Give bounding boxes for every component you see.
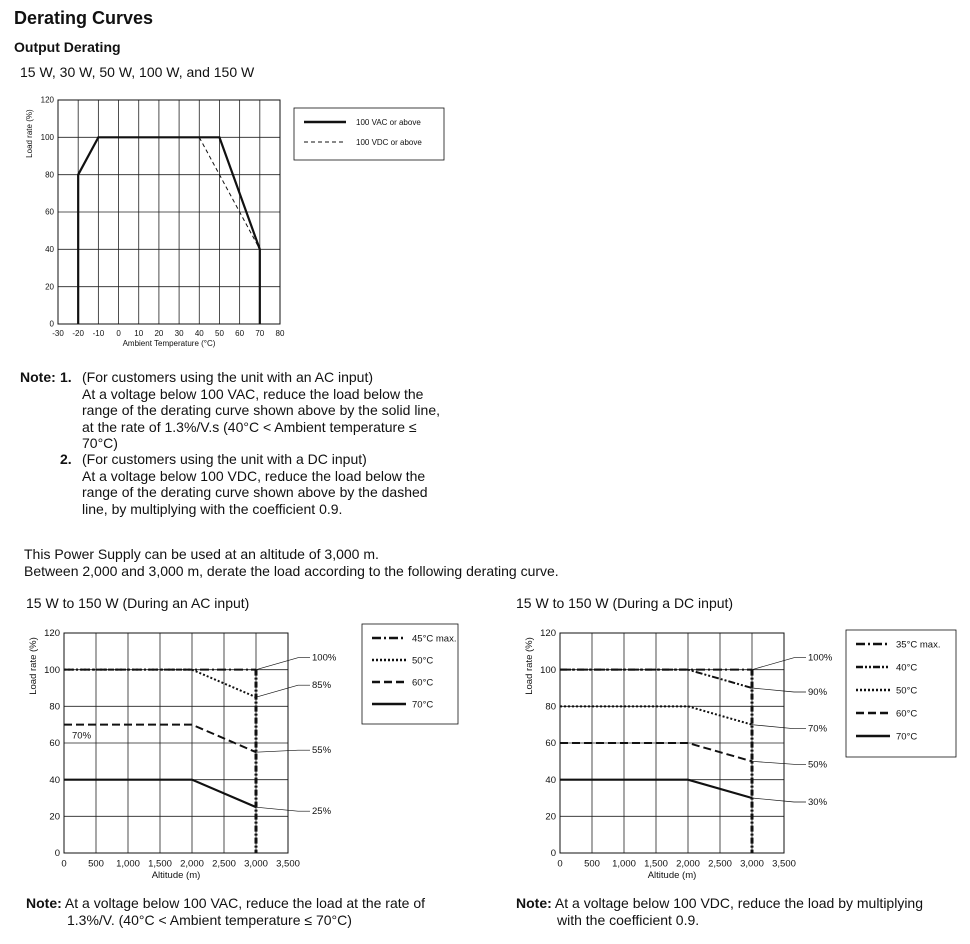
y-axis-label: Load rate (%): [25, 109, 34, 158]
altitude-paragraph: [24, 546, 559, 579]
altitude-line: This Power Supply can be used at an altitude of 3,000 m.: [24, 546, 379, 562]
note-line: line, by multiplying with the coefficient 0.9.: [82, 500, 343, 517]
series-end-label: 90%: [808, 687, 828, 698]
x-tick-label: 2,000: [676, 858, 700, 870]
series-end-label: 85%: [312, 680, 332, 692]
x-tick-label: -20: [72, 329, 84, 338]
x-tick-label: 1,500: [644, 858, 668, 870]
x-tick-label: 1,000: [116, 858, 140, 870]
leader-line: [256, 750, 310, 752]
dc-altitude-derating-chart: [512, 620, 968, 888]
series-end-label: 50%: [808, 759, 828, 771]
x-tick-label: 80: [275, 329, 285, 338]
leader-line: [752, 725, 806, 729]
page-title: Derating Curves: [14, 8, 154, 28]
note-line: 1.3%/V. (40°C < Ambient temperature ≤ 70°C): [67, 911, 352, 928]
note-number-2: 2.: [60, 451, 72, 467]
x-tick-label: 3,000: [244, 858, 268, 870]
note-line: At a voltage below 100 VAC, reduce the load below the: [82, 385, 424, 402]
y-tick-label: 40: [49, 774, 60, 786]
leader-line: [752, 688, 806, 692]
section-title: Output Derating: [14, 39, 121, 55]
x-tick-label: -10: [92, 329, 105, 338]
y-tick-label: 100: [40, 133, 54, 142]
x-tick-label: 40: [194, 329, 204, 338]
leader-line: [752, 798, 806, 802]
x-tick-label: 10: [134, 329, 144, 338]
note-line: (For customers using the unit with an AC input): [82, 369, 374, 385]
note-label: Note:: [516, 895, 552, 911]
x-tick-label: 1,000: [612, 858, 636, 870]
y-tick-label: 0: [49, 319, 54, 329]
note-line: At a voltage below 100 VDC, reduce the load by multiplying: [554, 895, 924, 911]
note-label: Note:: [26, 895, 62, 911]
note-line: (For customers using the unit with a DC input): [82, 451, 367, 467]
note-line: range of the derating curve shown above by the dashed: [82, 484, 428, 500]
x-axis-label: Altitude (m): [151, 870, 201, 881]
y-tick-label: 120: [44, 628, 60, 640]
dc-chart-title: 15 W to 150 W (During a DC input): [516, 595, 734, 611]
y-tick-label: 80: [49, 701, 60, 713]
note-number-1: 1.: [60, 369, 72, 385]
y-tick-label: 120: [540, 628, 556, 640]
series-end-label: 55%: [312, 745, 332, 757]
x-tick-label: 0: [61, 858, 67, 870]
note-line: at the rate of 1.3%/V.s (40°C < Ambient temperature ≤: [82, 418, 417, 435]
x-tick-label: 20: [154, 329, 164, 338]
x-tick-label: -30: [52, 329, 64, 338]
x-axis-label: Altitude (m): [647, 870, 697, 881]
note-line: At a voltage below 100 VDC, reduce the load below the: [82, 467, 426, 484]
x-tick-label: 0: [557, 858, 563, 870]
series-end-label: 25%: [312, 806, 332, 818]
y-tick-label: 0: [54, 848, 60, 860]
y-tick-label: 20: [49, 811, 60, 823]
y-tick-label: 120: [40, 95, 54, 105]
y-axis-label: Load rate (%): [28, 637, 39, 695]
ac-chart-title: 15 W to 150 W (During an AC input): [26, 595, 250, 611]
series-end-label: 100%: [808, 652, 833, 664]
x-tick-label: 2,500: [212, 858, 236, 870]
models-line: 15 W, 30 W, 50 W, 100 W, and 150 W: [20, 64, 255, 80]
leader-line: [256, 658, 310, 670]
y-tick-label: 40: [545, 774, 556, 786]
y-tick-label: 80: [545, 701, 556, 713]
x-tick-label: 1,500: [148, 858, 172, 870]
legend-label: 70°C: [896, 731, 918, 743]
note-label: Note:: [20, 369, 56, 385]
y-tick-label: 100: [540, 664, 556, 676]
note-dc: [516, 895, 923, 928]
y-tick-label: 60: [45, 207, 54, 217]
x-tick-label: 70: [255, 329, 265, 338]
legend-box: [294, 108, 444, 160]
legend-label: 100 VAC or above: [356, 118, 421, 128]
y-tick-label: 20: [545, 811, 556, 823]
altitude-line: Between 2,000 and 3,000 m, derate the load according to the following derating curve.: [24, 562, 559, 579]
x-tick-label: 3,000: [740, 858, 764, 870]
x-tick-label: 0: [116, 329, 121, 338]
x-axis-label: Ambient Temperature (°C): [122, 339, 216, 348]
note-line: with the coefficient 0.9.: [557, 911, 700, 928]
y-tick-label: 100: [44, 664, 60, 676]
legend-label: 100 VDC or above: [356, 138, 422, 148]
series-line-0: [78, 137, 260, 324]
series-line-1: [199, 137, 260, 249]
temperature-derating-chart: [14, 92, 464, 362]
legend-label: 45°C max.: [412, 633, 457, 645]
series-end-label: 100%: [312, 652, 337, 664]
x-tick-label: 2,000: [180, 858, 204, 870]
note-line: At a voltage below 100 VAC, reduce the load at the rate of: [64, 895, 425, 911]
x-tick-label: 500: [88, 858, 104, 870]
y-tick-label: 60: [49, 738, 60, 750]
note-ac: [26, 895, 425, 928]
leader-line: [256, 807, 310, 811]
leader-line: [256, 685, 310, 697]
x-tick-label: 3,500: [276, 858, 300, 870]
legend-label: 35°C max.: [896, 639, 941, 651]
series-end-label: 70%: [808, 723, 828, 735]
legend-label: 50°C: [896, 685, 918, 697]
y-tick-label: 0: [550, 848, 556, 860]
leader-line: [752, 761, 806, 764]
ac-altitude-derating-chart: [20, 620, 480, 888]
note-line: range of the derating curve shown above by the solid line,: [82, 402, 441, 418]
x-tick-label: 50: [215, 329, 224, 338]
y-tick-label: 60: [545, 738, 556, 750]
legend-label: 40°C: [896, 662, 918, 674]
x-tick-label: 500: [584, 858, 600, 870]
legend-label: 70°C: [412, 699, 434, 711]
x-tick-label: 60: [235, 329, 245, 338]
series-end-label: 30%: [808, 797, 828, 808]
y-axis-label: Load rate (%): [524, 637, 535, 695]
legend-label: 50°C: [412, 655, 434, 667]
note-line: 70°C): [82, 435, 118, 451]
leader-line: [752, 658, 806, 670]
legend-label: 60°C: [412, 677, 434, 689]
y-tick-label: 20: [45, 282, 54, 292]
series-start-label: 70%: [72, 730, 92, 742]
x-tick-label: 30: [174, 329, 184, 338]
x-tick-label: 2,500: [708, 858, 732, 870]
x-tick-label: 3,500: [772, 858, 796, 870]
y-tick-label: 40: [45, 245, 54, 254]
legend-label: 60°C: [896, 708, 918, 720]
note-block-1: [20, 369, 441, 517]
y-tick-label: 80: [45, 170, 54, 180]
